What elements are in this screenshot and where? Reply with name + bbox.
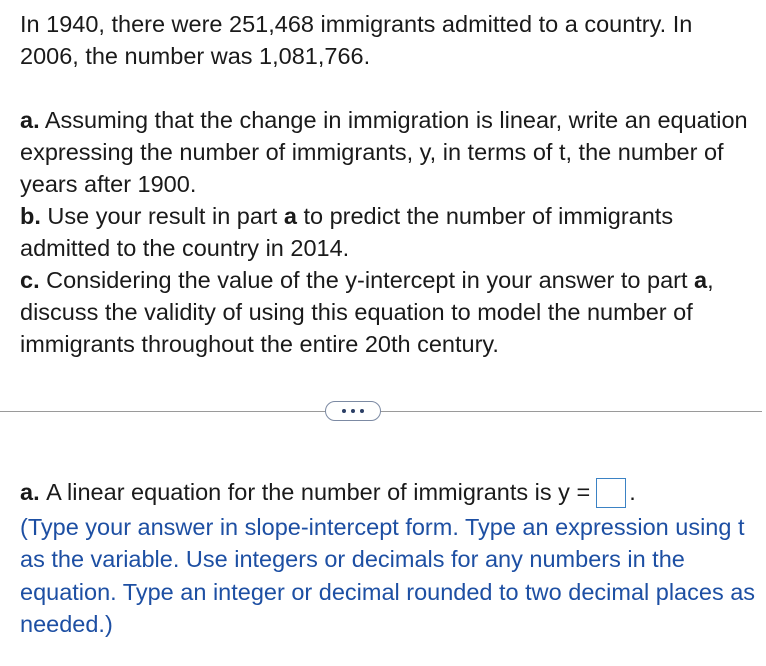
ellipsis-icon	[342, 409, 364, 413]
part-a-text: Assuming that the change in immigration is linear, write an equation expressing the number of immigrants, y, in terms of t, the number of years after 1900.	[20, 107, 748, 197]
answer-section	[20, 476, 760, 641]
part-c-question	[20, 264, 750, 360]
part-a-question	[20, 104, 750, 200]
answer-prompt: A linear equation for the number of immigrants is y =	[46, 479, 591, 505]
part-c-letter: c.	[20, 267, 40, 293]
part-a-letter: a.	[20, 107, 40, 133]
section-divider	[0, 411, 762, 412]
part-c-text-before: Considering the value of the y-intercept in your answer to part	[46, 267, 688, 293]
expand-more-button[interactable]	[325, 401, 381, 421]
part-b-text-before: Use your result in part	[47, 203, 278, 229]
part-b-question	[20, 200, 750, 264]
part-c-text-after: , discuss the validity of using this equation to model the number of immigrants throughout the entire 20th century.	[20, 267, 714, 357]
part-b-ref: a	[283, 203, 297, 229]
problem-intro: In 1940, there were 251,468 immigrants admitted to a country. In 2006, the number was 1,081,766.	[20, 11, 693, 69]
answer-prompt-line	[20, 476, 760, 509]
part-c-ref: a	[694, 267, 708, 293]
problem-statement	[20, 8, 750, 360]
answer-instructions: (Type your answer in slope-intercept form. Type an expression using t as the variable. Use integers or decimals for any numbers in the equation. Type an integer or decimal rounded to two decimal places as needed.)	[20, 513, 756, 637]
answer-suffix: .	[629, 479, 636, 505]
answer-letter: a.	[20, 479, 40, 505]
equation-answer-input[interactable]	[596, 478, 626, 508]
part-b-letter: b.	[20, 203, 41, 229]
part-b-text-after: to predict the number of immigrants admitted to the country in 2014.	[20, 203, 674, 261]
